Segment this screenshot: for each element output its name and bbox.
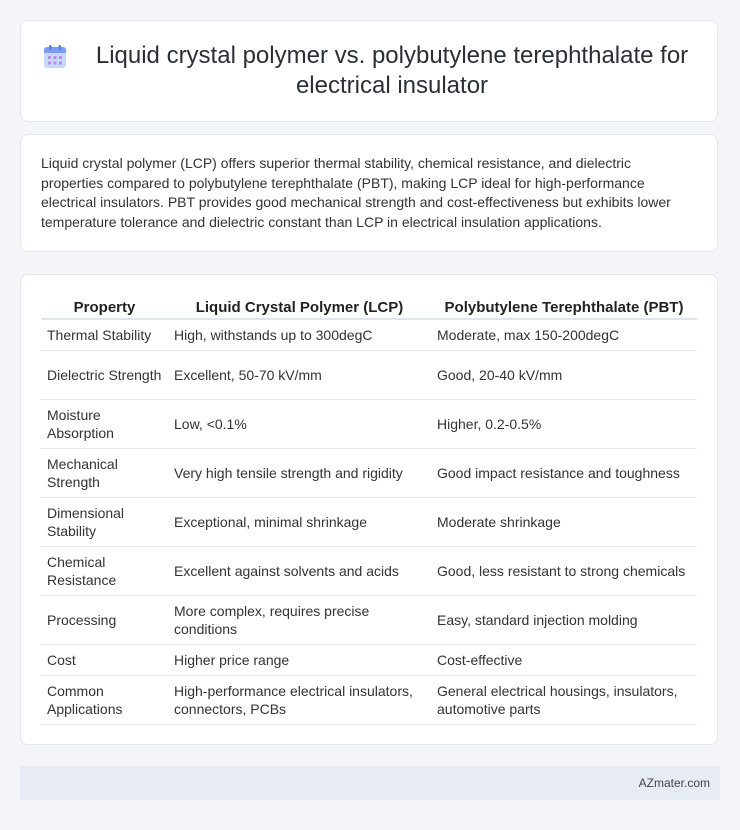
intro-card	[20, 134, 718, 252]
table-row	[41, 400, 697, 449]
comparison-card	[20, 274, 718, 745]
lcp-cell: Excellent, 50-70 kV/mm	[168, 351, 431, 400]
lcp-cell: High-performance electrical insulators, connectors, PCBs	[168, 676, 431, 725]
table-row	[41, 645, 697, 676]
lcp-cell: Higher price range	[168, 645, 431, 676]
lcp-cell: Exceptional, minimal shrinkage	[168, 498, 431, 547]
lcp-cell: Excellent against solvents and acids	[168, 547, 431, 596]
table-header-row	[41, 295, 697, 320]
title-row	[21, 41, 717, 101]
property-cell: Common Applications	[41, 676, 168, 725]
pbt-cell: Higher, 0.2-0.5%	[431, 400, 697, 449]
title-card	[20, 20, 718, 122]
comparison-table	[41, 295, 697, 725]
lcp-cell: More complex, requires precise conditions	[168, 596, 431, 645]
pbt-cell: Moderate shrinkage	[431, 498, 697, 547]
lcp-cell: Low, <0.1%	[168, 400, 431, 449]
table-row	[41, 320, 697, 351]
table-row	[41, 547, 697, 596]
footer-bar	[20, 766, 720, 800]
property-cell: Thermal Stability	[41, 320, 168, 351]
header-pbt: Polybutylene Terephthalate (PBT)	[431, 295, 697, 320]
pbt-cell: General electrical housings, insulators, automotive parts	[431, 676, 697, 725]
property-cell: Chemical Resistance	[41, 547, 168, 596]
footer-brand[interactable]: AZmater.com	[638, 776, 710, 790]
pbt-cell: Moderate, max 150-200degC	[431, 320, 697, 351]
table-row	[41, 498, 697, 547]
lcp-cell: High, withstands up to 300degC	[168, 320, 431, 351]
table-row	[41, 596, 697, 645]
header-lcp: Liquid Crystal Polymer (LCP)	[168, 295, 431, 320]
property-cell: Dielectric Strength	[41, 351, 168, 400]
pbt-cell: Cost-effective	[431, 645, 697, 676]
page-title: Liquid crystal polymer vs. polybutylene terephthalate for electrical insulator	[95, 42, 689, 99]
pbt-cell: Easy, standard injection molding	[431, 596, 697, 645]
intro-paragraph: Liquid crystal polymer (LCP) offers superior thermal stability, chemical resistance, and dielectric properties compared to polybutylene terephthalate (PBT), making LCP ideal for high-performance electrical insulators. PBT provides good mechanical strength and cost-effectiveness but exhibits lower temperature tolerance and dielectric constant than LCP in electrical insulation applications.	[41, 155, 671, 230]
property-cell: Dimensional Stability	[41, 498, 168, 547]
table-row	[41, 351, 697, 400]
calendar-icon	[41, 43, 69, 71]
pbt-cell: Good, 20-40 kV/mm	[431, 351, 697, 400]
property-cell: Moisture Absorption	[41, 400, 168, 449]
property-cell: Mechanical Strength	[41, 449, 168, 498]
lcp-cell: Very high tensile strength and rigidity	[168, 449, 431, 498]
pbt-cell: Good impact resistance and toughness	[431, 449, 697, 498]
property-cell: Cost	[41, 645, 168, 676]
pbt-cell: Good, less resistant to strong chemicals	[431, 547, 697, 596]
property-cell: Processing	[41, 596, 168, 645]
table-row	[41, 676, 697, 725]
header-property: Property	[41, 295, 168, 320]
table-row	[41, 449, 697, 498]
